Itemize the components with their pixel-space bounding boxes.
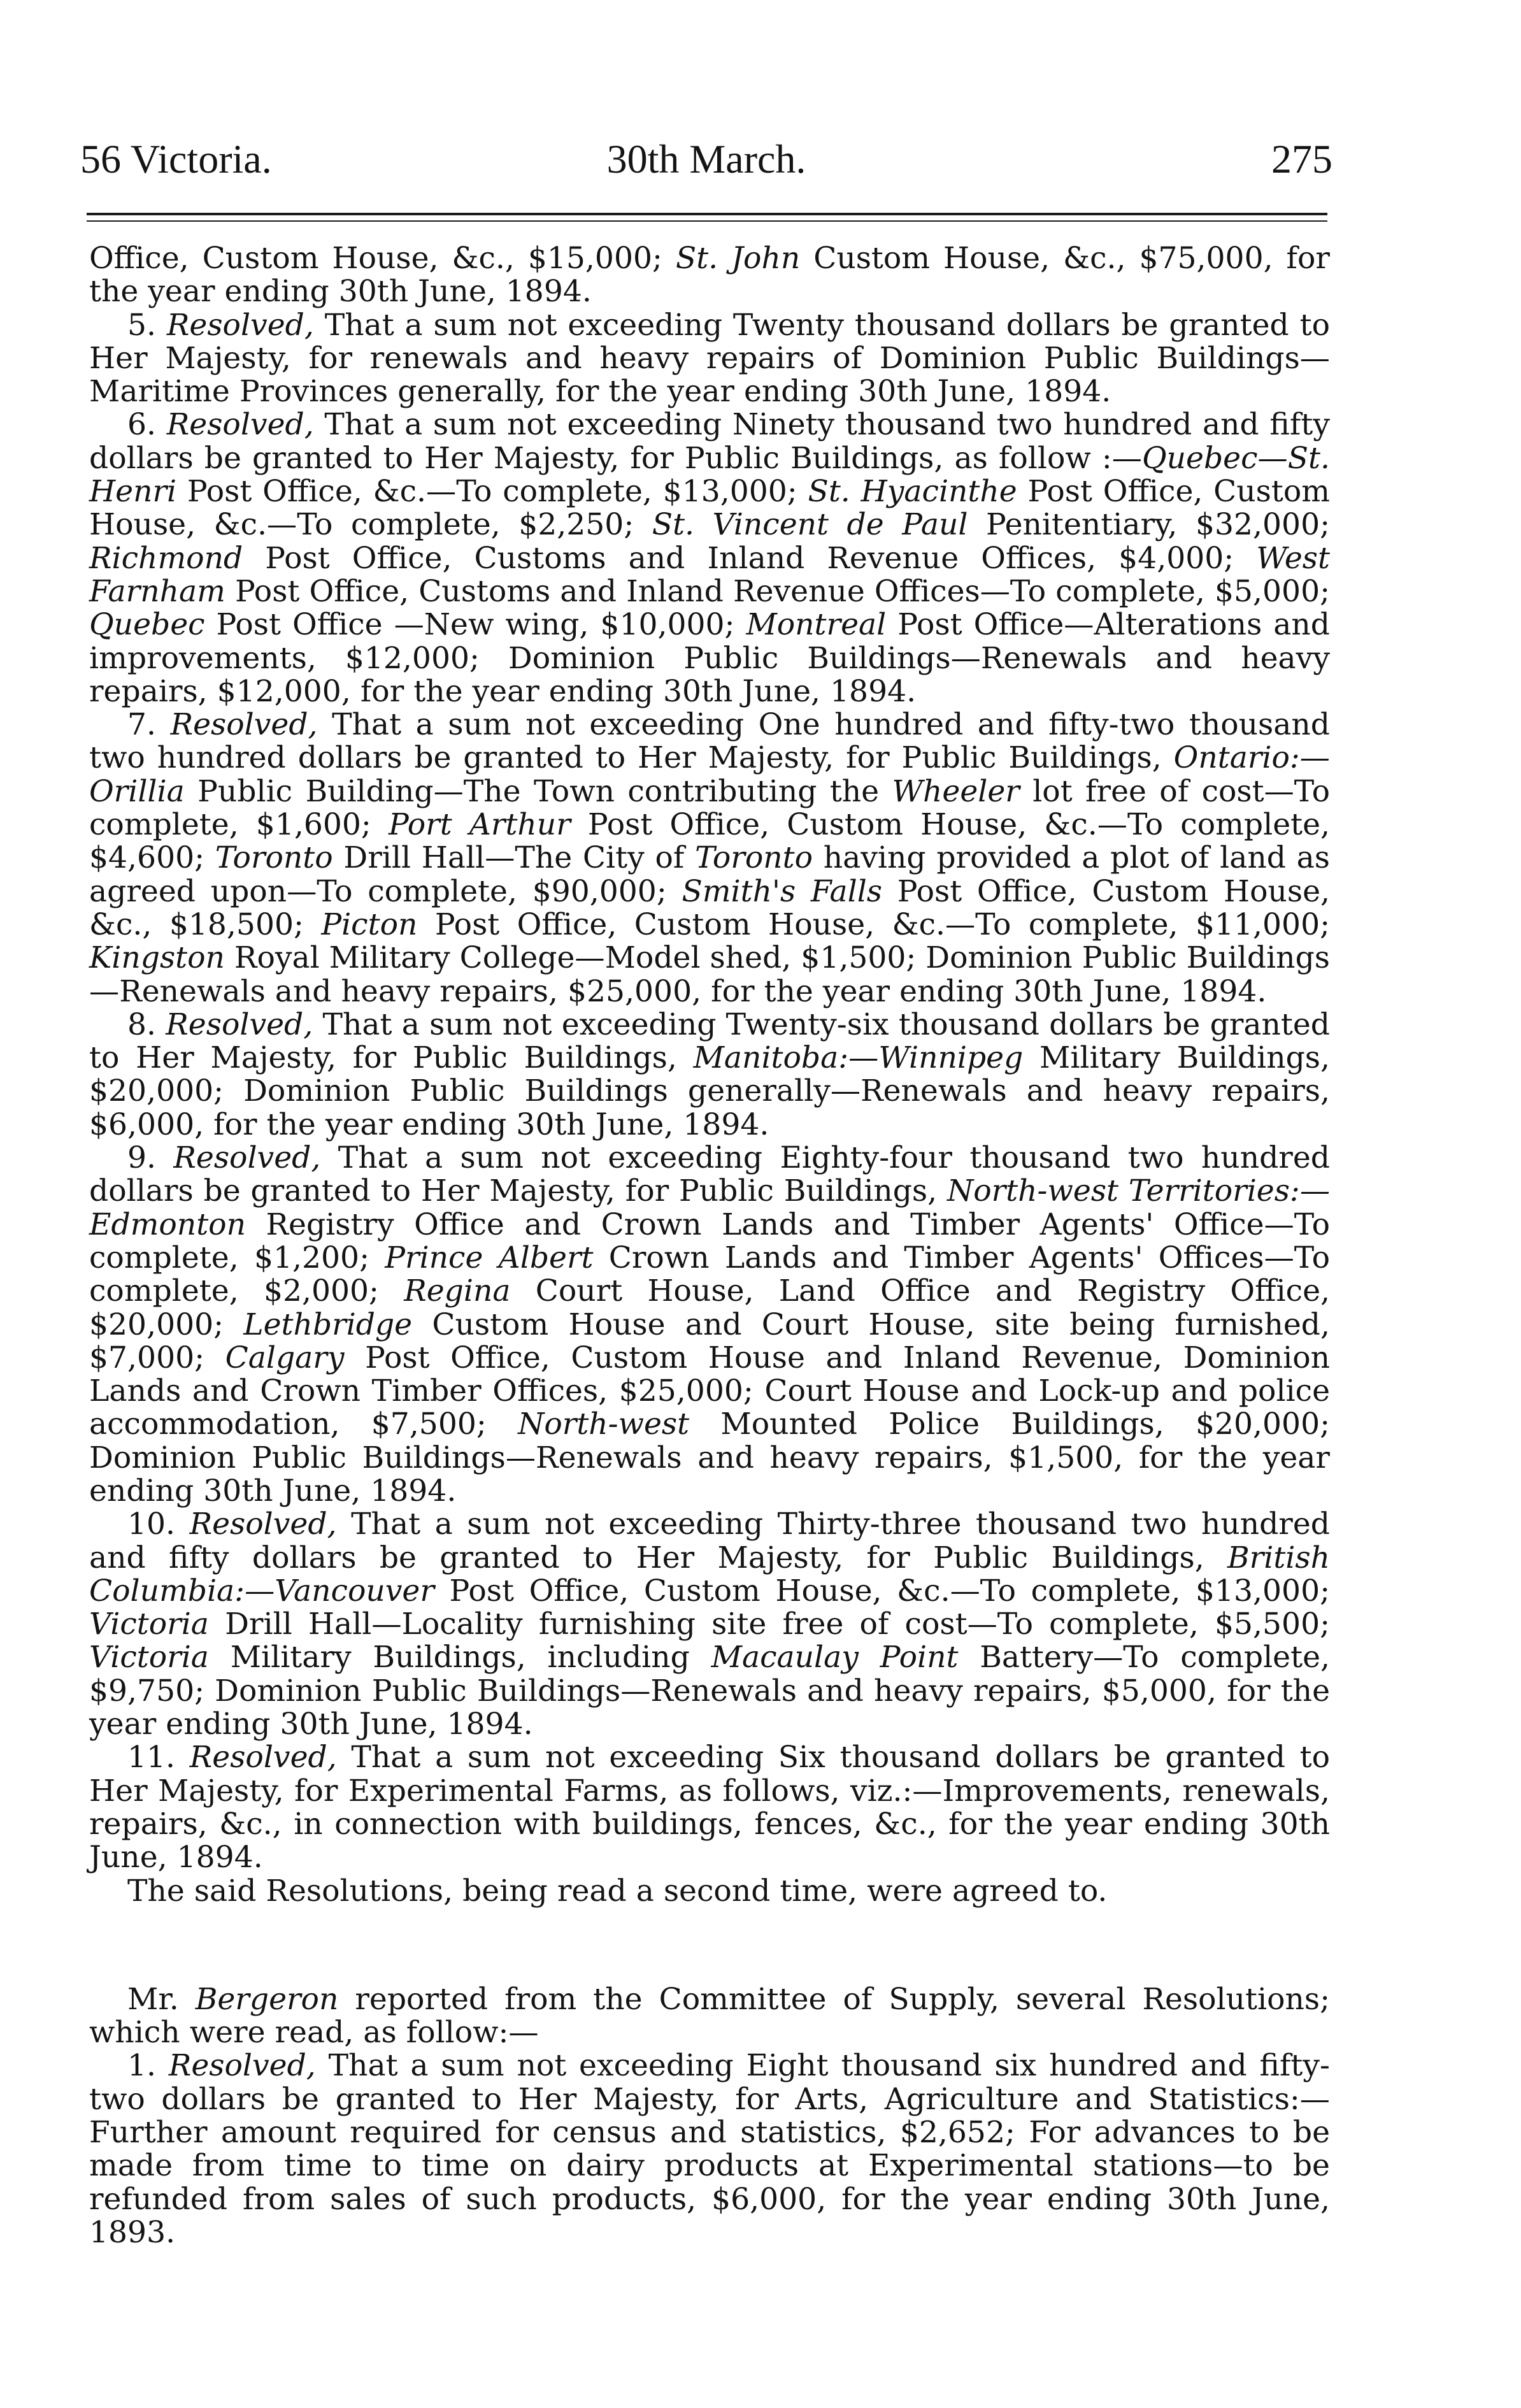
italic-text: St. John [675,241,801,276]
resolution-1 [89,2049,1330,2249]
resolution-10 [89,1508,1330,1741]
paragraph-text: Military Buildings, $20,000; Dominion Public Buildings generally—Renewals and heavy repairs, $6,000, for the year ending 30th June, 1894. [89,1040,1331,1142]
header-rule-thick [87,213,1327,215]
italic-text: Quebec [89,607,205,643]
paragraph-text: Post Office, &c.—To complete, $13,000; [176,474,808,510]
italic-text: Bergeron [195,1981,339,2017]
paragraph-text: Custom House, &c., $75,000, for the year ending 30th June, 1894. [89,241,1330,310]
paragraph-text: 7. [127,707,171,743]
italic-text: Toronto [695,840,813,876]
italic-text: Resolved, [166,1007,313,1042]
running-header [80,127,1332,191]
paragraph-text: Public Building—The Town contributing the [184,773,892,809]
italic-text: Macaulay Point [711,1640,959,1675]
italic-text: Prince Albert [385,1240,594,1275]
paragraph-text: Mr. [127,1981,196,2017]
resolution-7 [89,708,1330,1008]
italic-text: Resolved, [166,307,314,343]
paragraph-text: lot free of cost—To complete, $1,600; [89,773,1330,843]
paragraph-text: The said Resolutions, being read a second time, were agreed to. [127,1873,1108,1909]
paragraph-text: Battery—To complete, $9,750; Dominion Public Buildings—Renewals and heavy repairs, $5,000, for the year ending 30th June, 1894. [89,1640,1330,1742]
paragraph-text: That a sum not exceeding One hundred and fifty-two thousand two hundred dollars be granted to Her Majesty, for Public Buildings, [89,707,1330,776]
paragraph-text: Custom House and Court House, site being furnished, $7,000; [89,1307,1331,1375]
italic-text: Toronto [215,840,333,876]
italic-text: Calgary [225,1340,345,1375]
paragraph-text: Post Office, Customs and Inland Revenue Offices, $4,000; [243,540,1257,576]
italic-text: St. Vincent de Paul [652,507,968,543]
paragraph-text: Post Office—Alterations and improvements, $12,000; Dominion Public Buildings—Renewals and heavy repairs, $12,000, for the year ending 30th June, 1894. [89,607,1330,709]
committee-report [89,1983,1330,2050]
italic-text: Victoria [89,1640,209,1675]
paragraph-text: having provided a plot of land as agreed upon—To complete, $90,000; [89,840,1330,909]
paragraph-text: Mounted Police Buildings, $20,000; Dominion Public Buildings—Renewals and heavy repairs, $1,500, for the year ending 30th June, 1894. [89,1407,1331,1509]
italic-text: Wheeler [892,773,1020,809]
paragraph-text: 11. [127,1740,190,1775]
resolution-8 [89,1008,1330,1142]
journal-body [89,242,1330,2249]
paragraph-text: That a sum not exceeding Twenty thousand dollars be granted to Her Majesty, for renewals and heavy repairs of Dominion Public Buildings—Maritime Provinces generally, for the year ending 30th June, 1894. [89,307,1330,410]
paragraph-text: Military Buildings, including [208,1640,711,1675]
paragraph-text: 6. [127,407,167,443]
paragraph-text: 10. [127,1507,190,1542]
paragraph-text: Post Office —New wing, $10,000; [204,607,746,643]
header-regnal-year: 56 Victoria. [80,136,272,182]
resolution-5 [89,309,1330,409]
paragraph-text: Post Office, Custom House and Inland Revenue, Dominion Lands and Crown Timber Offices, $25,000; Court House and Lock-up and police accommodation, $7,500; [89,1340,1330,1442]
paragraph-text: 5. [127,307,167,343]
italic-text: Picton [321,907,418,942]
italic-text: Resolved, [168,2048,316,2084]
paragraph-text: Post Office, Custom House, &c.—To complete, $11,000; [417,907,1330,942]
paragraph-text: reported from the Committee of Supply, several Resolutions; which were read, as follow:— [89,1981,1330,2051]
paragraph-text: That a sum not exceeding Eighty-four thousand two hundred dollars be granted to Her Majesty, for Public Buildings, [89,1140,1330,1209]
italic-text: Manitoba:—Winnipeg [693,1040,1024,1076]
italic-text: Port Arthur [388,807,571,843]
resolution-9 [89,1142,1330,1508]
italic-text: Victoria [89,1607,209,1642]
resolutions-agreed [89,1875,1330,1908]
italic-text: Ontario:—Orillia [89,740,1330,809]
paragraph-text: 9. [127,1140,174,1176]
paragraph-text: That a sum not exceeding Eight thousand six hundred and fifty-two dollars be granted to Her Majesty, for Arts, Agriculture and Statistics:—Further amount required for census and statistics, $2,652; For advances to be made from time to time on dairy products at Experimental stations—to be refunded from sales of such products, $6,000, for the year ending 30th June, 1893. [89,2048,1330,2250]
paragraph-text: Post Office, Custom House, &c.—To complete, $4,600; [89,807,1331,876]
italic-text: Regina [404,1273,511,1309]
italic-text: Montreal [746,607,887,643]
paragraph-text: That a sum not exceeding Ninety thousand two hundred and fifty dollars be granted to Her Majesty, for Public Buildings, as follow :— [89,407,1330,476]
paragraph-text: Penitentiary, $32,000; [968,507,1330,543]
resolution-6 [89,408,1330,708]
italic-text: Resolved, [189,1507,337,1542]
italic-text: Resolved, [170,707,318,743]
paragraph-text: Post Office, Custom House, &c., $18,500; [89,873,1331,942]
paragraph-text: That a sum not exceeding Twenty-six thousand dollars be granted to Her Majesty, for Public Buildings, [89,1007,1330,1076]
paragraph-text: Drill Hall—Locality furnishing site free of cost—To complete, $5,500; [208,1607,1330,1642]
paragraph-text: Office, Custom House, &c., $15,000; [89,241,676,276]
italic-text: Resolved, [166,407,314,443]
paragraph-text: Drill Hall—The City of [332,840,696,876]
italic-text: Lethbridge [243,1307,413,1342]
page-number: 275 [1271,136,1332,182]
paragraph-text: Crown Lands and Timber Agents' Offices—To complete, $2,000; [89,1240,1330,1309]
section-spacer [89,1908,1330,1983]
paragraph-text: That a sum not exceeding Thirty-three thousand two hundred and fifty dollars be granted to Her Majesty, for Public Buildings, [89,1507,1330,1575]
resolution-11 [89,1741,1330,1874]
italic-text: Richmond [89,540,243,576]
paragraph-text: Registry Office and Crown Lands and Timber Agents' Office—To complete, $1,200; [89,1207,1330,1275]
paragraph-text: 8. [127,1007,166,1042]
paragraph-text: Royal Military College—Model shed, $1,500; Dominion Public Buildings—Renewals and heavy repairs, $25,000, for the year ending 30th June, 1894. [89,940,1330,1009]
italic-text: Kingston [89,940,225,976]
header-date: 30th March. [606,136,806,182]
paragraph-text: Court House, Land Office and Registry Office, $20,000; [89,1273,1330,1342]
italic-text: British Columbia:—Vancouver [89,1540,1330,1609]
italic-text: North-west [518,1407,690,1442]
paragraph-text: 1. [127,2048,169,2084]
italic-text: Resolved, [189,1740,337,1775]
italic-text: St. Hyacinthe [808,474,1017,510]
paragraph-text: Post Office, Customs and Inland Revenue Offices—To complete, $5,000; [225,573,1330,609]
italic-text: West Farnham [89,540,1330,609]
italic-text: Resolved, [173,1140,321,1176]
italic-text: North-west Territories:—Edmonton [89,1173,1331,1242]
header-rule-thin [87,220,1327,222]
italic-text: Smith's Falls [682,873,883,909]
paragraph-text: That a sum not exceeding Six thousand dollars be granted to Her Majesty, for Experimental Farms, as follows, viz.:—Improvements, renewals, repairs, &c., in connection with buildings, fences, &c., for the year ending 30th June, 1894. [89,1740,1330,1875]
paragraph-continued [89,242,1330,309]
paragraph-text: Post Office, Custom House, &c.—To complete, $2,250; [89,474,1330,543]
italic-text: Quebec—St. Henri [89,440,1330,510]
paragraph-text: Post Office, Custom House, &c.—To complete, $13,000; [434,1573,1330,1609]
